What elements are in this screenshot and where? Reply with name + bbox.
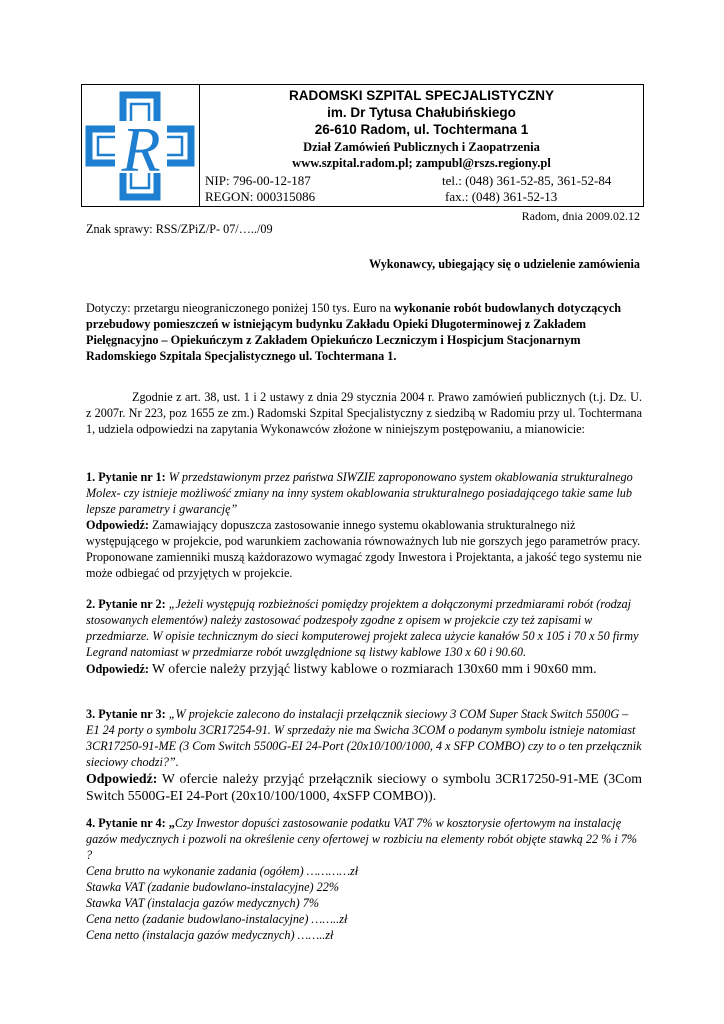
question-2-label: 2. Pytanie nr 2: <box>86 597 166 611</box>
addressee: Wykonawcy, ubiegający się o udzielenie zamówienia <box>368 257 640 271</box>
question-2-text: „Jeżeli występują rozbieżności pomiędzy projektem a dołączonymi przedmiarami robót (rodzaj stosowanych elementów) należy zastosować podzespoły zgodne z opisem w projekcie czy też zapisami w przedmiarze. W opisie technicznym do sieci komputerowej projekt zaleca użycie kanałów 50 x 105 i 70 x 50 firmy Legrand natomiast w przedmiarze robót uwzględnione są listwy kablowe 130 x 60 i 90.60. <box>86 597 639 659</box>
question-1-label: 1. Pytanie nr 1: <box>86 470 166 484</box>
price-line-gross-total: Cena brutto na wykonanie zadania (ogółem) …………zł <box>86 864 359 878</box>
price-line-vat-22: Stawka VAT (zadanie budowlano-instalacyjne) 22% <box>86 880 339 894</box>
nip: NIP: 796-00-12-187 <box>205 173 311 188</box>
answer-3-label: Odpowiedź: <box>86 771 158 786</box>
answer-1-text: Zamawiający dopuszcza zastosowanie innego systemu okablowania strukturalnego niż występującego w projekcie, pod warunkiem zachowania równoważnych lub nie gorszych jego parametrów pracy. Proponowane zamienniki muszą każdorazowo wymagać zgody Inwestora i Projektanta, a jakość tego systemu nie może odbiegać od przyjętych w projekcie. <box>86 518 642 580</box>
answer-1-label: Odpowiedź: <box>86 518 149 532</box>
subject-prefix: Dotyczy: przetargu nieograniczonego poniżej 150 tys. Euro na <box>86 301 395 315</box>
logo-letter: R <box>121 114 161 185</box>
case-reference: Znak sprawy: RSS/ZPiZ/P- 07/…../09 <box>86 222 273 236</box>
letter-date: Radom, dnia 2009.02.12 <box>521 209 640 223</box>
subject-title: wykonanie robót budowlanych dotyczących przebudowy pomieszczeń w istniejącym budynku Zakładu Opieki Długoterminowej z Zakładem Pielęgnacyjno – Opiekuńczym z Zakładem Opiekuńczo Leczniczym i Hospicjum Stacjonarnym Radomskiego Szpitala Specjalistycznego ul. Tochtermana 1. <box>86 301 622 363</box>
answer-2-label: Odpowiedź: <box>86 662 149 676</box>
question-4-price-lines <box>86 863 642 943</box>
subject <box>86 300 642 364</box>
question-4-text: Czy Inwestor dopuści zastosowanie podatku VAT 7% w kosztorysie ofertowym na instalację gazów medycznych i pozwoli na określenie ceny ofertowej w rozbiciu na elementy robót objęte stawką 22 % i 7% ? <box>86 816 638 862</box>
cross-logo-icon <box>85 91 195 201</box>
question-3-text: „W projekcie zalecono do instalacji przełącznik sieciowy 3 COM Super Stack Switch 5500G – E1 24 porty o symbolu 3CR17254-91. W sprzedaży nie ma Swicha 3COM o podanym symbolu istnieje natomiast 3CR17250-91-ME (3 Com Switch 5500G-EI 24-Port (20x10/100/1000, 4 x SFP COMBO) czy to o ten przełącznik sieciowy chodzi?”. <box>86 707 642 769</box>
telephone: tel.: (048) 361-52-85, 361-52-84 <box>442 173 612 188</box>
question-1 <box>86 469 642 581</box>
contact-web-email: www.szpital.radom.pl; zampubl@rszs.regiony.pl <box>292 156 551 170</box>
fax: fax.: (048) 361-52-13 <box>445 189 558 204</box>
hospital-patron: im. Dr Tytusa Chałubińskiego <box>327 105 516 120</box>
price-line-net-construction: Cena netto (zadanie budowlano-instalacyjne) ……..zł <box>86 912 348 926</box>
hospital-name: RADOMSKI SZPITAL SPECJALISTYCZNY <box>288 88 555 103</box>
hospital-address: 26-610 Radom, ul. Tochtermana 1 <box>314 122 529 137</box>
answer-3 <box>86 770 642 804</box>
answer-2-text: W ofercie należy przyjąć listwy kablowe o rozmiarach 130x60 mm i 90x60 mm. <box>152 661 597 676</box>
question-1-text: W przedstawionym przez państwa SIWZIE zaproponowano system okablowania strukturalnego Molex- czy istnieje możliwość zmiany na inny system okablowania strukturalnego posiadającego takie same lub lepsze parametry i gwarancję” <box>86 470 633 516</box>
question-3 <box>86 706 642 770</box>
regon: REGON: 000315086 <box>205 189 316 204</box>
question-4-label: 4. Pytanie nr 4: <box>86 816 166 830</box>
intro-paragraph: Zgodnie z art. 38, ust. 1 i 2 ustawy z dnia 29 stycznia 2004 r. Prawo zamówień publicznych (t.j. Dz. U. z 2007r. Nr 223, poz 1655 ze zm.) Radomski Szpital Specjalistyczny z siedzibą w Radomiu przy ul. Tochtermana 1, udziela odpowiedzi na zapytania Wykonawców złożone w niniejszym postępowaniu, a mianowicie: <box>86 390 642 436</box>
price-line-vat-7: Stawka VAT (instalacja gazów medycznych) 7% <box>86 896 319 910</box>
question-4-quote: „ <box>168 816 175 830</box>
price-line-net-medical-gas: Cena netto (instalacja gazów medycznych) ……..zł <box>86 928 334 942</box>
question-3-label: 3. Pytanie nr 3: <box>86 707 166 721</box>
letterhead <box>81 84 644 207</box>
answer-3-text: W ofercie należy przyjąć przełącznik sieciowy o symbolu 3CR17250-91-ME (3Com Switch 5500G-EI 24-Port (20x10/100/1000, 4xSFP COMBO)). <box>86 771 642 803</box>
hospital-logo <box>82 85 200 206</box>
question-4 <box>86 815 642 863</box>
question-2 <box>86 596 642 677</box>
department-name: Dział Zamówień Publicznych i Zaopatrzenia <box>303 140 540 154</box>
